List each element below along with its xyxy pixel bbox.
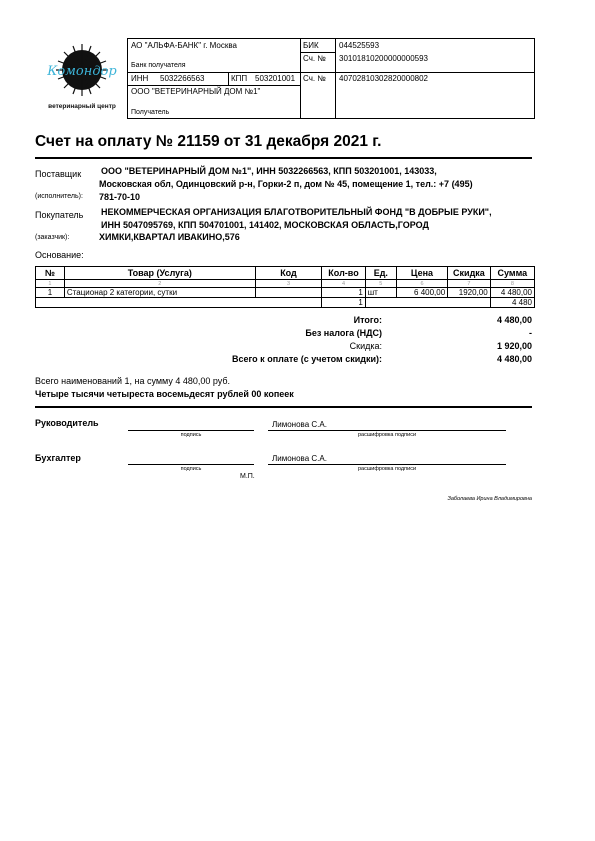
accountant-decode-caption: расшифровка подписи — [357, 466, 417, 472]
nds-value: - — [529, 328, 532, 338]
inn-value: 5032266563 — [160, 74, 205, 83]
accountant-decode-line — [268, 464, 506, 465]
stamp-place: М.П. — [240, 473, 255, 480]
corr-account-value: 30101810200000000593 — [339, 54, 428, 63]
row-item: Стационар 2 категории, сутки — [64, 288, 255, 298]
kpp-label: КПП — [231, 74, 248, 83]
recipient-name: ООО "ВЕТЕРИНАРНЫЙ ДОМ №1" — [131, 87, 261, 96]
col-number: 8 — [490, 280, 534, 288]
itogo-label: Итого: — [353, 315, 382, 325]
col-header-code: Код — [255, 267, 322, 280]
total-row-qty: 1 — [322, 298, 366, 308]
invoice-title: Счет на оплату № 21159 от 31 декабря 2021 г. — [35, 133, 382, 150]
col-header-item: Товар (Услуга) — [64, 267, 255, 280]
kpp-value: 503201001 — [255, 74, 296, 83]
col-number: 7 — [448, 280, 491, 288]
bank-details-table — [127, 38, 535, 119]
col-number: 3 — [255, 280, 322, 288]
total-row-blank — [36, 298, 322, 308]
row-sum: 4 480,00 — [490, 288, 534, 298]
title-divider — [35, 157, 532, 159]
col-number: 5 — [365, 280, 396, 288]
buyer-line-2: ИНН 5047095769, КПП 504701001, 141402, МОСКОВСКАЯ ОБЛАСТЬ,ГОРОД — [101, 220, 429, 230]
total-value: 4 480,00 — [496, 354, 532, 364]
head-decode-line — [268, 430, 506, 431]
col-number: 2 — [64, 280, 255, 288]
account-label: Сч. № — [303, 74, 326, 83]
buyer-line-1: НЕКОММЕРЧЕСКАЯ ОРГАНИЗАЦИЯ БЛАГОТВОРИТЕЛЬНЫЙ ФОНД "В ДОБРЫЕ РУКИ", — [101, 207, 492, 217]
row-qty: 1 — [322, 288, 366, 298]
bik-value: 044525593 — [339, 41, 380, 50]
itogo-value: 4 480,00 — [496, 315, 532, 325]
basis-label: Основание: — [35, 250, 84, 260]
bank-name: АО "АЛЬФА-БАНК" г. Москва — [131, 41, 237, 50]
head-sign-line — [128, 430, 254, 431]
head-label: Руководитель — [35, 418, 99, 428]
bank-label: Банк получателя — [131, 62, 186, 69]
col-header-price: Цена — [396, 267, 447, 280]
accountant-label: Бухгалтер — [35, 453, 81, 463]
col-number: 6 — [396, 280, 447, 288]
goods-table — [35, 266, 535, 308]
head-sign-caption: подпись — [180, 432, 202, 438]
supplier-sublabel: (исполнитель): — [35, 193, 83, 200]
accountant-sign-caption: подпись — [180, 466, 202, 472]
discount-label: Скидка: — [349, 341, 382, 351]
row-num: 1 — [36, 288, 65, 298]
buyer-sublabel: (заказчик): — [35, 234, 70, 241]
supplier-line-3: 781-70-10 — [99, 192, 141, 202]
row-code — [255, 288, 322, 298]
corr-account-label: Сч. № — [303, 54, 326, 63]
buyer-label: Покупатель — [35, 210, 84, 220]
summary-amount-words: Четыре тысячи четыреста восемьдесят рублей 00 копеек — [35, 389, 294, 399]
bik-label: БИК — [303, 41, 319, 50]
table-header-row — [36, 267, 535, 280]
supplier-line-2: Московская обл, Одинцовский р-н, Горки-2 п, дом № 45, помещение 1, тел.: +7 (495) — [99, 179, 473, 189]
table-total-row — [36, 298, 535, 308]
supplier-label: Поставщик — [35, 169, 82, 179]
head-decode-caption: расшифровка подписи — [357, 432, 417, 438]
col-number: 1 — [36, 280, 65, 288]
company-logo — [40, 40, 124, 115]
supplier-line-1: ООО "ВЕТЕРИНАРНЫЙ ДОМ №1", ИНН 5032266563, КПП 503201001, 143033, — [101, 166, 437, 176]
col-header-discount: Скидка — [448, 267, 491, 280]
row-unit: шт — [365, 288, 396, 298]
total-label: Всего к оплате (с учетом скидки): — [232, 354, 382, 364]
column-numbers-row — [36, 280, 535, 288]
discount-value: 1 920,00 — [496, 341, 532, 351]
recipient-label: Получатель — [131, 109, 170, 116]
inn-label: ИНН — [131, 74, 149, 83]
summary-divider — [35, 406, 532, 408]
total-row-blank — [365, 298, 490, 308]
accountant-name: Лимонова С.А. — [272, 454, 327, 463]
col-header-qty: Кол-во — [322, 267, 366, 280]
nds-label: Без налога (НДС) — [305, 328, 382, 338]
col-header-num: № — [36, 267, 65, 280]
total-row-sum: 4 480 — [490, 298, 534, 308]
account-value: 40702810302820000802 — [339, 74, 428, 83]
accountant-sign-line — [128, 464, 254, 465]
svg-text:ветеринарный центр: ветеринарный центр — [48, 103, 116, 110]
col-header-unit: Ед. — [365, 267, 396, 280]
head-name: Лимонова С.А. — [272, 420, 327, 429]
row-price: 6 400,00 — [396, 288, 447, 298]
row-discount: 1920,00 — [448, 288, 491, 298]
svg-text:Комондор: Комондор — [47, 64, 117, 79]
author-name: Заболаева Ирина Владимировна — [447, 496, 532, 502]
summary-count: Всего наименований 1, на сумму 4 480,00 руб. — [35, 376, 231, 386]
buyer-line-3: ХИМКИ,КВАРТАЛ ИВАКИНО,576 — [99, 232, 240, 242]
col-header-sum: Сумма — [490, 267, 534, 280]
col-number: 4 — [322, 280, 366, 288]
table-row — [36, 288, 535, 298]
